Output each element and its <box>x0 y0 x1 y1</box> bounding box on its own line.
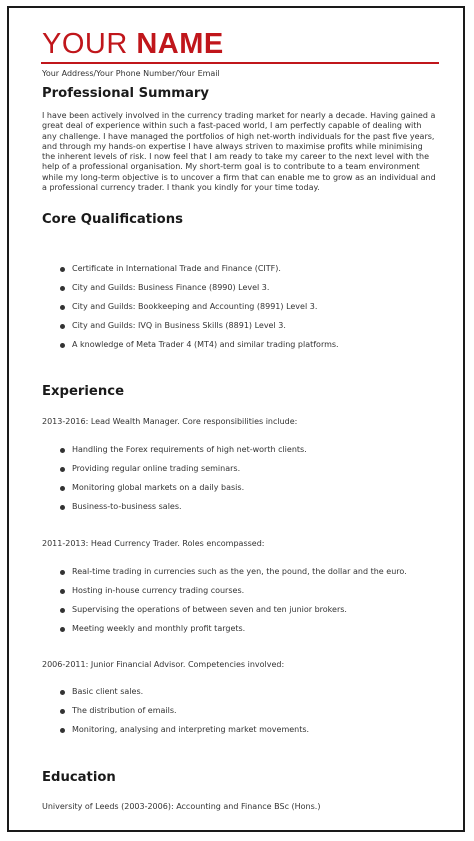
list-item-text: Monitoring global markets on a daily basis. <box>72 483 245 492</box>
job-duties-list <box>60 687 309 744</box>
list-item <box>60 706 309 725</box>
list-item <box>60 302 339 321</box>
bullet-icon <box>60 709 65 714</box>
education-heading: Education <box>42 770 116 785</box>
list-item <box>60 586 407 605</box>
bullet-icon <box>60 267 65 272</box>
list-item-text: City and Guilds: IVQ in Business Skills (8891) Level 3. <box>72 321 286 330</box>
bullet-icon <box>60 570 65 575</box>
bullet-icon <box>60 448 65 453</box>
bullet-icon <box>60 324 65 329</box>
list-item <box>60 283 339 302</box>
bullet-icon <box>60 627 65 632</box>
list-item-text: Handling the Forex requirements of high net-worth clients. <box>72 445 307 454</box>
bullet-icon <box>60 286 65 291</box>
bullet-icon <box>60 305 65 310</box>
job-title: 2011-2013: Head Currency Trader. Roles encompassed: <box>42 539 265 548</box>
list-item <box>60 321 339 340</box>
list-item <box>60 605 407 624</box>
list-item <box>60 483 307 502</box>
summary-heading: Professional Summary <box>42 86 209 101</box>
list-item-text: Providing regular online trading seminars. <box>72 464 241 473</box>
list-item <box>60 464 307 483</box>
list-item <box>60 567 407 586</box>
bullet-icon <box>60 467 65 472</box>
list-item <box>60 502 307 521</box>
list-item <box>60 687 309 706</box>
job-duties-list <box>60 567 407 643</box>
header-divider <box>41 62 439 64</box>
bullet-icon <box>60 343 65 348</box>
job-title: 2006-2011: Junior Financial Advisor. Competencies involved: <box>42 660 285 669</box>
list-item-text: Supervising the operations of between seven and ten junior brokers. <box>72 605 347 614</box>
bullet-icon <box>60 728 65 733</box>
list-item-text: The distribution of emails. <box>72 706 177 715</box>
list-item-text: Real-time trading in currencies such as the yen, the pound, the dollar and the euro. <box>72 567 407 576</box>
candidate-name <box>42 26 224 62</box>
name-second-word: NAME <box>136 28 224 60</box>
bullet-icon <box>60 505 65 510</box>
bullet-icon <box>60 589 65 594</box>
list-item-text: Meeting weekly and monthly profit targets. <box>72 624 246 633</box>
name-first-word: YOUR <box>42 28 137 60</box>
job-duties-list <box>60 445 307 521</box>
list-item <box>60 445 307 464</box>
bullet-icon <box>60 690 65 695</box>
education-entry: University of Leeds (2003-2006): Accounting and Finance BSc (Hons.) <box>42 802 321 811</box>
job-title: 2013-2016: Lead Wealth Manager. Core responsibilities include: <box>42 417 298 426</box>
list-item-text: Hosting in-house currency trading courses. <box>72 586 245 595</box>
contact-line: Your Address/Your Phone Number/Your Email <box>42 69 220 78</box>
list-item-text: City and Guilds: Bookkeeping and Accounting (8991) Level 3. <box>72 302 318 311</box>
list-item-text: A knowledge of Meta Trader 4 (MT4) and similar trading platforms. <box>72 340 339 349</box>
list-item-text: Monitoring, analysing and interpreting market movements. <box>72 725 310 734</box>
qualifications-heading: Core Qualifications <box>42 212 183 227</box>
list-item <box>60 624 407 643</box>
list-item-text: City and Guilds: Business Finance (8990) Level 3. <box>72 283 270 292</box>
qualifications-list <box>60 264 339 359</box>
list-item-text: Certificate in International Trade and Finance (CITF). <box>72 264 281 273</box>
list-item-text: Basic client sales. <box>72 687 144 696</box>
experience-heading: Experience <box>42 384 125 399</box>
list-item <box>60 264 339 283</box>
bullet-icon <box>60 608 65 613</box>
summary-text: I have been actively involved in the currency trading market for nearly a decade. Having gained a great deal of experience within such a fast-paced world, I am perfectly capable of dealing with any challenge. I have managed the portfolios of high net-worth individuals for the past five years, and through my hands-on expertise I have always striven to maximise profits while minimising the inherent levels of risk. I now feel that I am ready to take my career to the next level with the help of a professional organisation. My short-term goal is to contribute to a team environment while my long-term objective is to uncover a firm that can enable me to grow as an individual and a professional currency trader. I thank you kindly for your time today. <box>42 111 436 193</box>
list-item <box>60 340 339 359</box>
list-item-text: Business-to-business sales. <box>72 502 182 511</box>
list-item <box>60 725 309 744</box>
bullet-icon <box>60 486 65 491</box>
